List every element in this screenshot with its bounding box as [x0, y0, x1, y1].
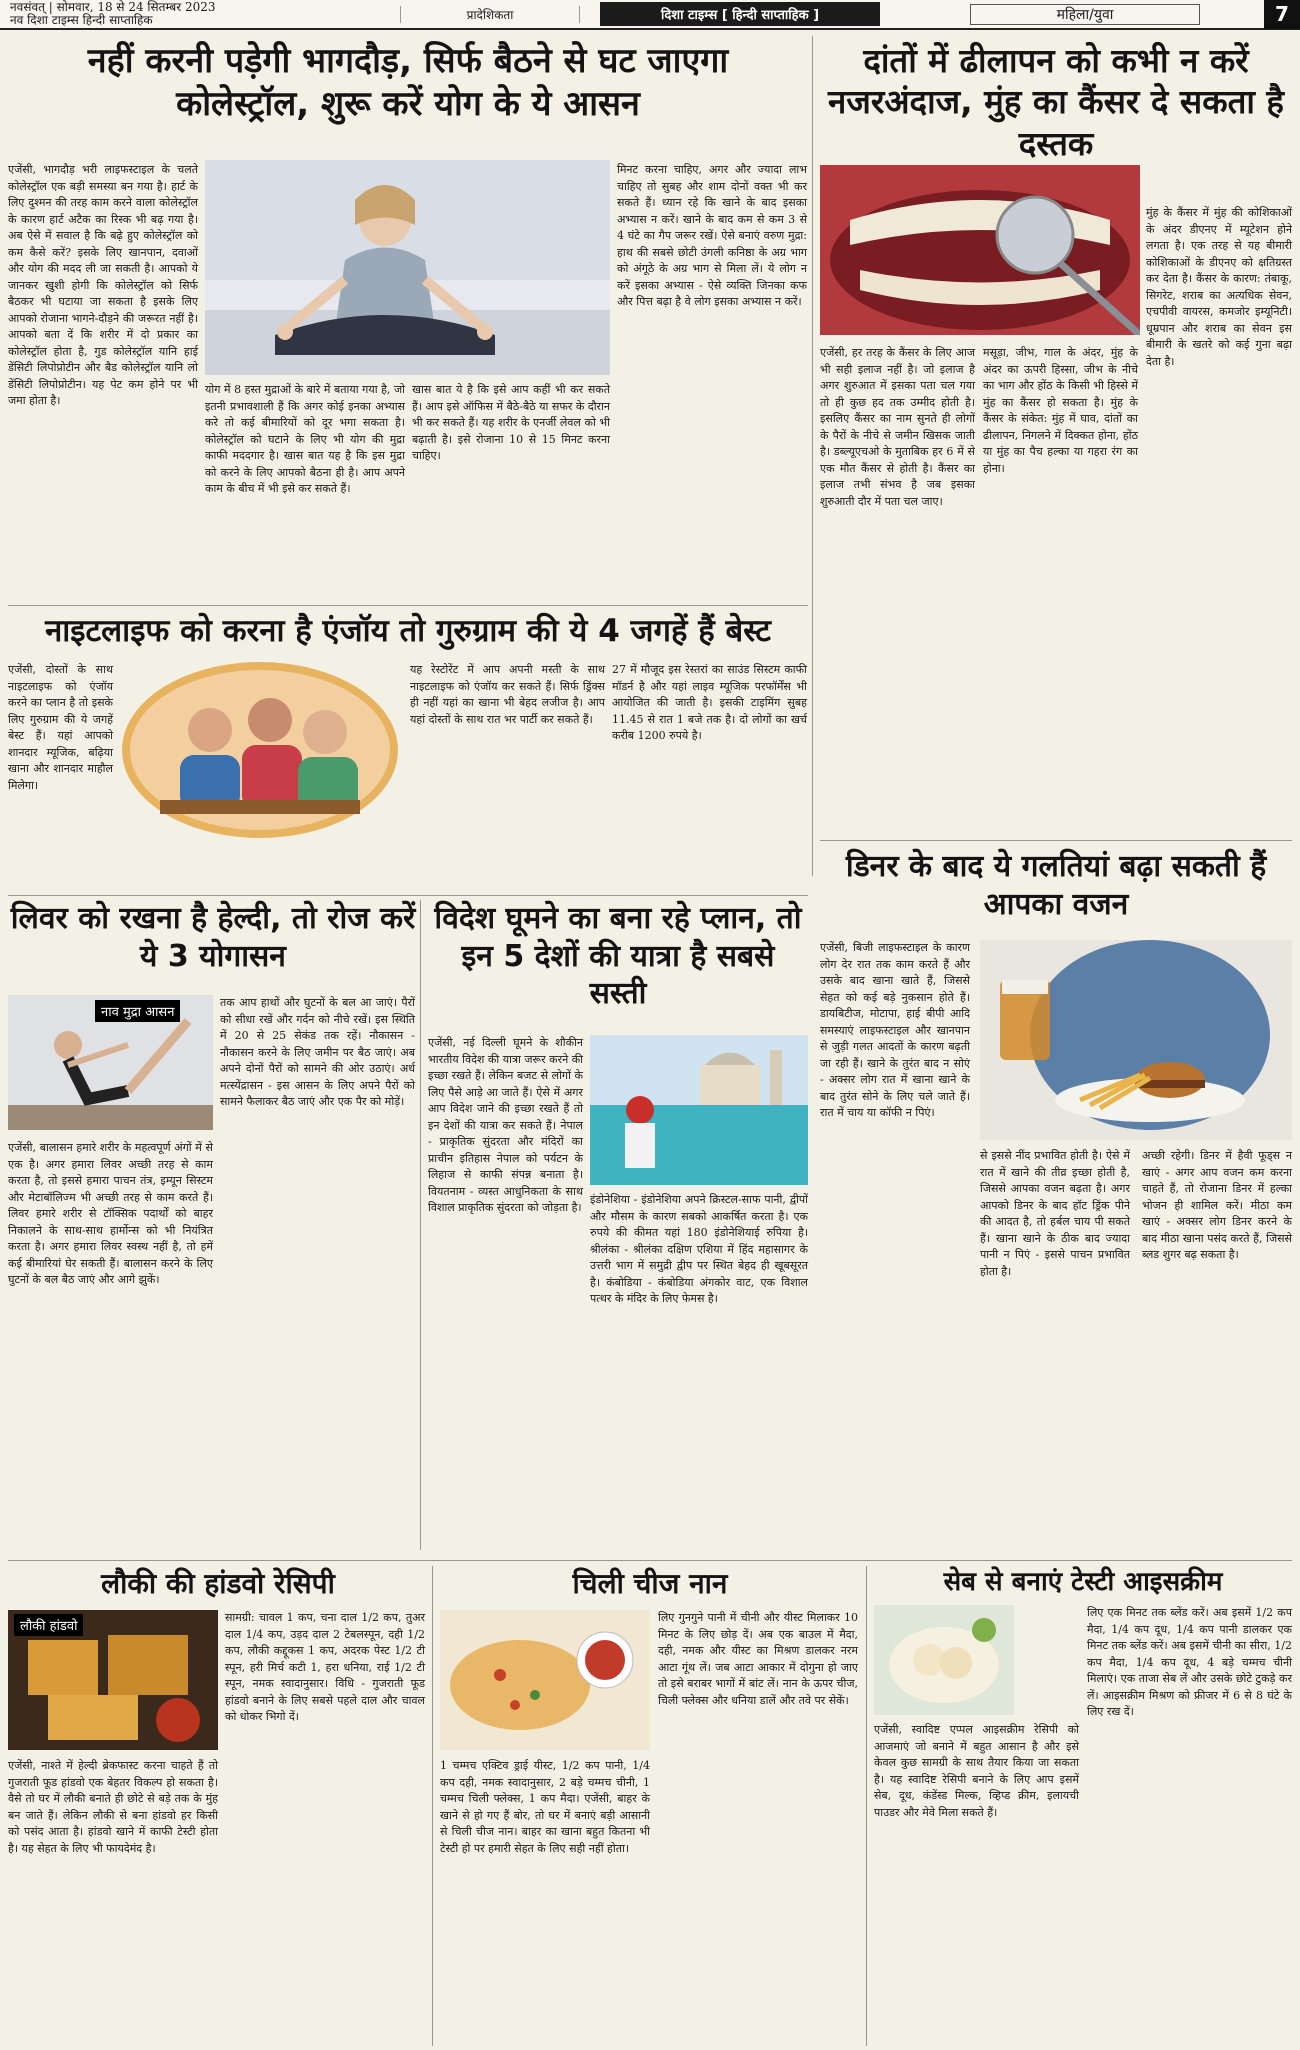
article-oral-cancer-col3 — [1146, 205, 1292, 370]
article-headline: दांतों में ढीलापन को कभी न करें नजरअंदाज, मुंह का कैंसर दे सकता है दस्तक — [828, 41, 1284, 163]
article-text: अच्छी रहेगी। डिनर में हैवी फूड्स न खाएं - अगर आप वजन कम करना चाहते हैं, तो रोजाना डिनर में हल्का भोजन ही शामिल करें। मीठा कम खाएं - अक्सर लोग डिनर करने के बाद मीठा खाना पसंद करते हैं, जिससे ब्लड शुगर बढ़ सकता है। — [1142, 1149, 1292, 1261]
article-dinner-col2 — [980, 1148, 1130, 1280]
masthead-date: नवसंवत् | सोमवार, 18 से 24 सितम्बर 2023 — [10, 0, 216, 14]
article-text: तक आप हाथों और घुटनों के बल आ जाएं। पैरों को सीधा रखें और गर्दन को नीचे रखें। इस स्थिति में 20 से 25 सेकंड तक रहें। नौकासन - नौकासन करने के लिए जमीन पर बैठ जाएं। अब अपने दोनों पैरों को सामने की ओर उठाएं। अर्ध मत्स्येंद्रासन - इस आसन के लिए अपने पैरों को सामने फैलाकर बैठ जाएं और एक पैर को मोड़ें। — [220, 996, 415, 1108]
article-cholesterol-yoga — [8, 40, 808, 125]
article-text: एजेंसी, स्वादिष्ट एप्पल आइसक्रीम रेसिपी को आजमाएं जो बनाने में बहुत आसान है और इसे केवल कुछ सामग्री के साथ तैयार किया जा सकता है। यह स्वादिष्ट रेसिपी बनाने के लिए आप इसमें सेब, दूध, कंडेंस्ड मिल्क, व्हिप्ड क्रीम, इलायची पाउडर और मेवे मिला सकते हैं। — [874, 1723, 1079, 1819]
article-text: एजेंसी, बालासन हमारे शरीर के महत्वपूर्ण अंगों में से एक है। अगर हमारा लिवर अच्छी तरह से काम करता है, तो इससे हमारा पाचन तंत्र, इम्यून सिस्टम और मेटाबॉलिज्म भी अच्छी तरह से काम करते हैं। लिवर हमारे शरीर से टॉक्सिक पदार्थों को बाहर निकालने के साथ-साथ हार्मोन्स को भी नियंत्रित करता है। अगर हमारा लिवर स्वस्थ नहीं है, तो हमें कई बीमारियां घेर सकती हैं। बालासन करने के लिए घुटनों के बल बैठ जाएं और आगे झुकें। — [8, 1141, 213, 1286]
photo-apple-icecream — [874, 1605, 1014, 1715]
article-headline: डिनर के बाद ये गलतियां बढ़ा सकती हैं आपका वजन — [845, 849, 1267, 922]
masthead — [0, 0, 1300, 30]
article-text: एजेंसी, बिजी लाइफस्टाइल के कारण लोग देर रात तक काम करते हैं और उसके बाद खाना खाते हैं, जिससे सेहत को कई बड़े नुकसान होते हैं। डायबिटीज, मोटापा, हाई बीपी आदि समस्याएं लाइफस्टाइल और खानपान से जुड़ी गलत आदतों के कारण बढ़ती जा रही हैं। खाने के तुरंत बाद न सोएं - अक्सर लोग रात में खाना खाने के बाद तुरंत सोने के लिए चले जाते हैं। रात में चाय या कॉफी न पिएं। — [820, 941, 970, 1119]
article-text: इंडोनेशिया - इंडोनेशिया अपने क्रिस्टल-साफ पानी, द्वीपों और मौसम के कारण सबको आकर्षित करता है। एक रुपये की कीमत यहां 180 इंडोनेशियाई रुपिया है। श्रीलंका - श्रीलंका दक्षिण एशिया में हिंद महासागर के उत्तरी भाग में समुद्री द्वीप पर स्थित बेहद ही खूबसूरत है। कंबोडिया - कंबोडिया अंगकोर वाट, एक विशाल पत्थर के मंदिर के लिए फेमस है। — [590, 1193, 808, 1305]
newspaper-name: दिशा टाइम्स [ हिन्दी साप्ताहिक ] — [600, 2, 880, 26]
article-headline: चिली चीज नान — [572, 1567, 728, 1600]
article-handvo-col1 — [8, 1758, 218, 1857]
article-nightlife-col2 — [410, 662, 605, 728]
article-icecream-col2 — [1087, 1605, 1292, 1721]
article-travel-col1 — [428, 1035, 583, 1217]
article-liver-yoga — [8, 900, 418, 975]
article-text: यह रेस्टोरेंट में आप अपनी मस्ती के साथ नाइटलाइफ को एंजॉय कर सकते हैं। सिर्फ ड्रिंक्स ही नहीं यहां का खाना भी बेहद लजीज है। आप यहां दोस्तों के साथ रात भर पार्टी कर सकते हैं। — [410, 663, 605, 726]
article-naan-col1 — [440, 1758, 650, 1857]
article-dinner-col3 — [1142, 1148, 1292, 1264]
article-liver-col2 — [220, 995, 415, 1111]
article-chili-cheese-naan — [440, 1566, 860, 1601]
article-text: मुंह के कैंसर में मुंह की कोशिकाओं के अंदर डीएनए में म्यूटेशन होने लगता है। एक तरह से यह बीमारी कोशिकाओं के डीएनए को क्षतिग्रस्त कर देता है। कैंसर के कारण: तंबाकू, सिगरेट, शराब का अत्यधिक सेवन, एचपीवी वायरस, कमजोर इम्यूनिटी। धूम्रपान और शराब का सेवन इस बीमारी के खतरे को कई गुना बढ़ा देता है। — [1146, 206, 1292, 368]
article-naan-col2 — [658, 1610, 858, 1709]
article-text: मिनट करना चाहिए, अगर और ज्यादा लाभ चाहिए तो सुबह और शाम दोनों वक्त भी कर सकते हैं। ध्यान रहे कि खाने के बाद इसका अभ्यास न करें। खाने के बाद कम से कम 3 से 4 घंटे का गैप जरूर रखें। ऐसे बनाएं वरुण मुद्रा: हाथ की सबसे छोटी उंगली कनिष्ठा के अग्र भाग को अंगूठे के अग्र भाग से मिला लें। ये लोग न करें इसका अभ्यास - ऐसे व्यक्ति जिनका कफ और पित्त बढ़ा है वे लोग इसका अभ्यास न करें। — [617, 163, 807, 308]
photo-yoga-meditation — [205, 160, 610, 375]
section-divider — [8, 1560, 1292, 1561]
section-divider — [820, 840, 1292, 841]
article-apple-icecream — [874, 1566, 1292, 1599]
photo-naan-dish — [440, 1610, 650, 1750]
article-text: से इससे नींद प्रभावित होती है। ऐसे में रात में खाने की तीव्र इच्छा होती है, जिससे आपका वजन बढ़ता है। अगर आपको डिनर के बाद हॉट ड्रिंक पीने की आदत है, तो हर्बल चाय पी सकते हैं। खाना खाने के ठीक बाद ज्यादा पानी न पिएं - इससे पाचन प्रभावित होता है। — [980, 1149, 1130, 1278]
article-icecream-col1 — [874, 1722, 1079, 1821]
article-headline: नाइटलाइफ को करना है एंजॉय तो गुरुग्राम की ये 4 जगहें हैं बेस्ट — [45, 613, 771, 649]
column-divider — [866, 1566, 867, 2046]
article-text: लिए एक मिनट तक ब्लेंड करें। अब इसमें 1/2 कप मैदा, 1/4 कप दूध, 1/4 कप पानी डालकर एक मिनट तक ब्लेंड करें। अब इसमें चीनी का सीरा, 1/2 कप मैदा, 1/4 कप दूध, 4 बड़े चम्मच चीनी मिलाएं। एक ताजा सेब लें और उसके छोटे टुकड़े कर लें। आइसक्रीम मिश्रण को फ्रीजर में 6 से 8 घंटे के लिए रख दें। — [1087, 1606, 1292, 1718]
article-text: योग में 8 हस्त मुद्राओं के बारे में बताया गया है, जो इतनी प्रभावशाली हैं कि अगर कोई इनका अभ्यास करे तो कई बीमारियों को दूर भगा सकता है। कोलेस्ट्रॉल को घटाने के लिए भी योग की मुद्रा काफी मददगार है। खास बात यह है कि इस मुद्रा को करने के लिए आपको बैठना ही है। आप अपने काम के बीच में भी इसे कर सकते हैं। — [205, 383, 405, 495]
article-oral-cancer-col2 — [983, 345, 1138, 477]
article-text: एजेंसी, नई दिल्ली घूमने के शौकीन भारतीय विदेश की यात्रा जरूर करने की इच्छा रखते हैं। लेकिन बजट से लोगों के लिए पैसे आड़े आ जाते हैं। ऐसे में अगर आप विदेश जाने की इच्छा रखते हैं तो इन देशों की यात्रा कर सकते हैं। नेपाल - प्राकृतिक सुंदरता और मंदिरों का प्राचीन इतिहास नेपाल को पर्यटन के लिहाज से काफी संपन्न बनाता है। वियतनाम - व्यस्त आधुनिकता के साथ विशाल प्राकृतिक सुंदरता को जोड़ता है। — [428, 1036, 583, 1214]
column-divider — [432, 1566, 433, 2046]
article-headline: सेब से बनाएं टेस्टी आइसक्रीम — [943, 1567, 1223, 1597]
article-text: 1 चम्मच एक्टिव ड्राई यीस्ट, 1/2 कप पानी, 1/4 कप दही, नमक स्वादानुसार, 2 बड़े चम्मच चीनी, 1 चम्मच चिली फ्लेक्स, 1 कप मैदा। एजेंसी, बाहर के खाने से हो गए हैं बोर, तो घर में बनाएं बड़ी आसानी से चिली चीज नान। बाहर का खाना बहुत कितना भी टेस्टी हो पर हमारी सेहत के लिए सही नहीं होता। — [440, 1759, 650, 1855]
photo-caption: नाव मुद्रा आसन — [95, 1000, 180, 1022]
photo-caption: लौकी हांडवो — [14, 1614, 83, 1636]
article-cholesterol-col4 — [617, 162, 807, 311]
photo-man-eating — [980, 940, 1292, 1140]
article-text: मसूड़ा, जीभ, गाल के अंदर, मुंह के अंदर का ऊपरी हिस्सा, जीभ के नीचे का भाग और होंठ के किसी भी हिस्से में मुंह का कैंसर हो सकता है। मुंह के कैंसर के संकेत: मुंह में घाव, दांतों का ढीलापन, निगलने में दिक्कत होना, होंठ या मुंह का पैच हल्का या गहरा रंग का होना। — [983, 346, 1138, 475]
article-dinner-mistakes — [820, 848, 1292, 923]
section-divider — [8, 895, 808, 896]
photo-venice-canal — [590, 1035, 808, 1185]
article-nightlife — [8, 612, 808, 651]
masthead-mid-label: प्रादेशिकता — [400, 6, 580, 23]
article-lauki-handvo — [8, 1566, 428, 1601]
page-number: 7 — [1264, 0, 1300, 29]
photo-friends-party — [120, 660, 400, 840]
article-headline: लिवर को रखना है हेल्दी, तो रोज करें ये 3 योगासन — [10, 901, 416, 974]
section-label: महिला/युवा — [970, 4, 1200, 25]
article-cholesterol-col1 — [8, 162, 198, 410]
article-nightlife-col3 — [612, 662, 807, 745]
article-text: 27 में मौजूद इस रेस्तरां का साउंड सिस्टम काफी मॉडर्न है और यहां लाइव म्यूजिक परफॉर्मेंस भी आयोजित की जाती है। इसकी टाइमिंग सुबह 11.45 से रात 1 बजे तक है। दो लोगों का खर्च करीब 1200 रुपये है। — [612, 663, 807, 742]
article-headline: नहीं करनी पड़ेगी भागदौड़, सिर्फ बैठने से घट जाएगा कोलेस्ट्रॉल, शुरू करें योग के ये आसन — [87, 41, 729, 124]
article-travel — [428, 900, 808, 1013]
article-liver-col1 — [8, 1140, 213, 1289]
article-text: सामग्री: चावल 1 कप, चना दाल 1/2 कप, तुअर दाल 1/4 कप, उड़द दाल 2 टेबलस्पून, दही 1/2 कप, लौकी कद्दूकस 1 कप, अदरक पेस्ट 1/2 टी स्पून, हरी मिर्च कटी 1, हरा धनिया, राई 1/2 टी स्पून, नमक स्वादानुसार। विधि - गुजराती फूड हांडवो बनाने के लिए सबसे पहले दाल और चावल को धोकर भिगो दें। — [225, 1611, 425, 1723]
article-headline: विदेश घूमने का बना रहे प्लान, तो इन 5 देशों की यात्रा है सबसे सस्ती — [434, 901, 802, 1011]
section-divider — [8, 605, 808, 606]
column-divider — [420, 900, 421, 1550]
article-oral-cancer-col1 — [820, 345, 975, 510]
article-nightlife-col1 — [8, 662, 113, 794]
article-travel-col2 — [590, 1192, 808, 1308]
article-oral-cancer — [820, 40, 1292, 164]
article-cholesterol-col3 — [412, 382, 610, 465]
photo-teeth-mirror — [820, 165, 1140, 335]
article-text: एजेंसी, भागदौड़ भरी लाइफस्टाइल के चलते कोलेस्ट्रॉल एक बड़ी समस्या बन गया है। हार्ट के लिए दुश्मन की तरह काम करने वाला कोलेस्ट्रॉल के कारण हार्ट अटैक का रिस्क भी बढ़ गया है। अब ऐसे में सवाल है कि बढ़े हुए कोलेस्ट्रॉल को कम कैसे करें? इसके लिए खानपान, दवाओं और योग की मदद ली जा सकती है। आपको ये जानकर खुशी होगी कि कोलेस्ट्रॉल को सिर्फ बैठकर भी घटाया जा सकता है इसके लिए आपको रोजाना भागने-दौड़ने की जरूरत नहीं है। आपको बता दें कि शरीर में दो प्रकार का कोलेस्ट्रॉल होता है, गुड कोलेस्ट्रॉल यानि हाई डेंसिटी लिपोप्रोटीन और बैड कोलेस्ट्रॉल यानि लो डेंसिटी लिपोप्रोटीन। यह पेट कम होने पर भी जमा होता है। — [8, 163, 198, 407]
article-cholesterol-col2 — [205, 382, 405, 498]
article-text: लिए गुनगुने पानी में चीनी और यीस्ट मिलाकर 10 मिनट के लिए छोड़ दें। अब एक बाउल में मैदा, दही, नमक और यीस्ट का मिश्रण डालकर नरम आटा गूंथ लें। जब आटा आकार में दोगुना हो जाए तो इसे बराबर भागों में बांट लें। नान के ऊपर चीज, चिली फ्लेक्स और धनिया डालें और तवे पर सेकें। — [658, 1611, 858, 1707]
article-text: एजेंसी, हर तरह के कैंसर के लिए आज भी सही इलाज नहीं है। जो इलाज है अगर शुरुआत में इसका पता चल गया तो ही कुछ हद तक उम्मीद होती है। इसलिए कैंसर का नाम सुनते ही लोगों के पैरों के नीचे से जमीन खिसक जाती है। डब्ल्यूएचओ के मुताबिक हर 6 में से एक मौत कैंसर से होती है। कैंसर का इलाज तभी संभव है जब इसका शुरुआती दौर में पता चल जाए। — [820, 346, 975, 508]
masthead-left — [0, 1, 400, 27]
masthead-subtitle: नव दिशा टाइम्स हिन्दी साप्ताहिक — [10, 13, 153, 27]
article-handvo-col2 — [225, 1610, 425, 1726]
article-text: एजेंसी, नाश्ते में हेल्दी ब्रेकफास्ट करना चाहते हैं तो गुजराती फूड हांडवो एक बेहतर विकल्प हो सकता है। वैसे तो घर में लौकी बनाते ही छोटे से बड़े तक के मुंह बन जाते हैं। लेकिन लौकी से बना हांडवो हर किसी को पसंद आता है। हांडवो खाने में काफी टेस्टी होता है। यह सेहत के लिए भी फायदेमंद है। — [8, 1759, 218, 1855]
article-headline: लौकी की हांडवो रेसिपी — [101, 1567, 335, 1600]
article-text: एजेंसी, दोस्तों के साथ नाइटलाइफ को एंजॉय करने का प्लान है तो इसके लिए गुरुग्राम की ये जगहें बेस्ट हैं। यहां आपको शानदार म्यूजिक, बढ़िया खाना और शानदार माहौल मिलेगा। — [8, 663, 113, 792]
column-divider — [812, 36, 813, 876]
article-dinner-col1 — [820, 940, 970, 1122]
article-text: खास बात ये है कि इसे आप कहीं भी कर सकते हैं। आप इसे ऑफिस में बैठे-बैठे या सफर के दौरान भी कर सकते हैं। यह शरीर के एनर्जी लेवल को भी बढ़ाती है। इसे रोजाना 10 से 15 मिनट करना चाहिए। — [412, 383, 610, 462]
